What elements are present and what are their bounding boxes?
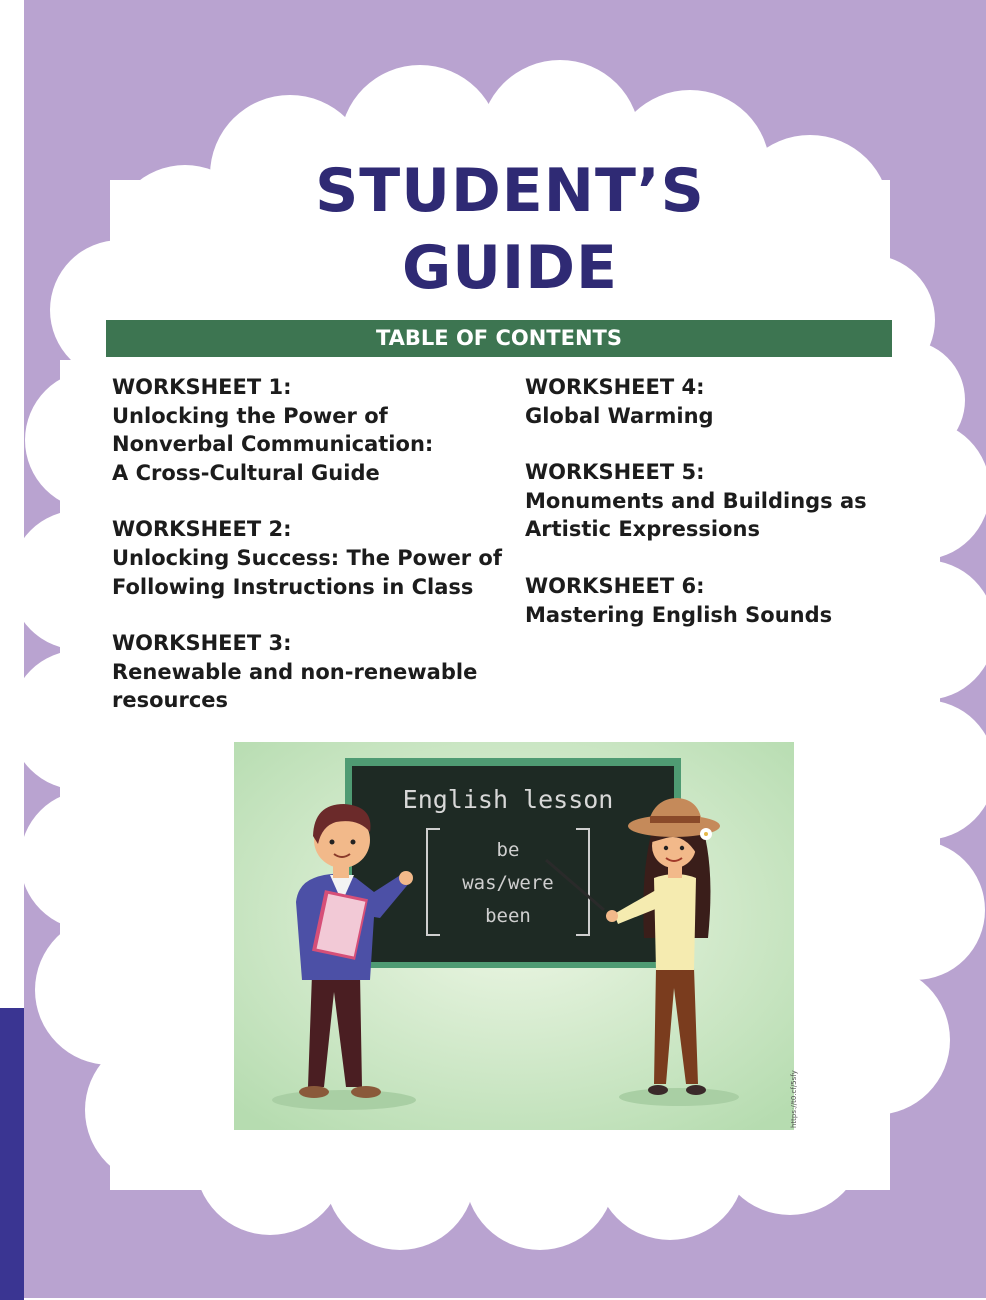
toc-entry-worksheet-4 <box>525 373 895 430</box>
table-of-contents-heading: TABLE OF CONTENTS <box>106 320 892 357</box>
board-word: been <box>485 905 531 927</box>
worksheet-label: WORKSHEET 4: <box>525 375 705 399</box>
toc-entry-worksheet-1 <box>112 373 512 487</box>
english-lesson-illustration <box>234 742 794 1130</box>
girl-shadow <box>619 1088 739 1106</box>
worksheet-title-line: Artistic Expressions <box>525 517 760 542</box>
toc-entry-worksheet-3 <box>112 629 512 715</box>
worksheet-title-line: Renewable and non-renewable <box>112 659 478 684</box>
worksheet-label: WORKSHEET 6: <box>525 573 705 598</box>
worksheet-title-line: Unlocking the Power of <box>112 403 388 428</box>
worksheet-title-line: Global Warming <box>525 403 714 428</box>
worksheet-title-line: Mastering English Sounds <box>525 602 833 627</box>
toc-entry-worksheet-5 <box>525 458 895 544</box>
board-title: English lesson <box>402 785 614 814</box>
worksheet-title-line: Monuments and Buildings as <box>525 488 867 513</box>
worksheet-label: WORKSHEET 1: <box>112 375 292 399</box>
worksheet-label: WORKSHEET 5: <box>525 460 705 485</box>
toc-entry-worksheet-2 <box>112 515 512 601</box>
toc-entry-worksheet-6 <box>525 572 895 629</box>
board-word: be <box>496 839 520 861</box>
board-word: was/were <box>462 872 554 894</box>
page-title-line-1: STUDENT’S <box>315 156 705 226</box>
worksheet-title-line: Unlocking Success: The Power of <box>112 545 502 570</box>
worksheet-title-line: Following Instructions in Class <box>112 574 474 599</box>
image-credit: https://t0.cf/5sfy <box>790 1070 798 1128</box>
worksheet-label: WORKSHEET 2: <box>112 517 292 542</box>
worksheet-title-line: A Cross-Cultural Guide <box>112 460 380 485</box>
toc-column-right <box>525 373 895 657</box>
worksheet-label: WORKSHEET 3: <box>112 631 292 656</box>
worksheet-title-line: Nonverbal Communication: <box>112 432 434 457</box>
toc-column-left <box>112 373 512 743</box>
boy-shadow <box>272 1090 416 1110</box>
worksheet-title-line: resources <box>112 688 229 713</box>
page-title-line-2: GUIDE <box>401 233 619 303</box>
